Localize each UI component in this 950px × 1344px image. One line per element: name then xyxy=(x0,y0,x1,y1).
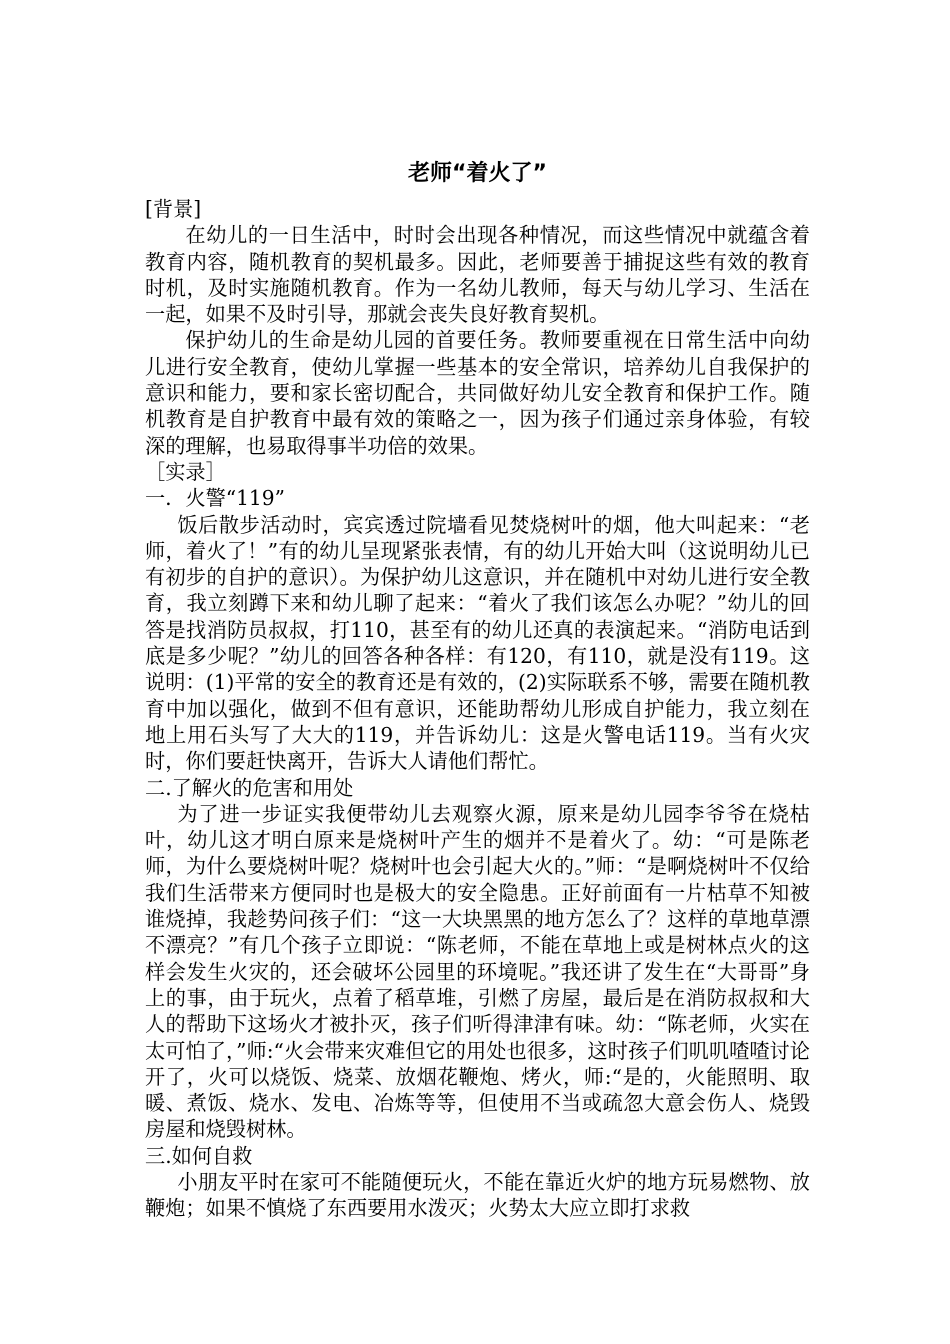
section-heading-fire-hazards: 二.了解火的危害和用处 xyxy=(145,775,354,800)
background-paragraph-2: 保护幼儿的生命是幼儿园的首要任务。教师要重视在日常生活中向幼儿进行安全教育，使幼儿掌握一些基本的安全常识，培养幼儿自我保护的意识和能力，要和家长密切配合，共同做好幼儿安全教育和保护工作。随机教育是自护教育中最有效的策略之一，因为孩子们通过亲身体验，有较深的理解，也易取得事半功倍的效果。 xyxy=(145,328,810,458)
section-heading-fire-alarm: 一．火警“119” xyxy=(145,486,285,511)
record-label: ［实录］ xyxy=(145,459,226,484)
document-page xyxy=(145,152,810,1222)
section-paragraph-fire-hazards: 为了进一步证实我便带幼儿去观察火源，原来是幼儿园李爷爷在烧枯叶，幼儿这才明白原来是烧树叶产生的烟并不是着火了。幼：“可是陈老师，为什么要烧树叶呢？烧树叶也会引起大火的。”师：“是啊烧树叶不仅给我们生活带来方便同时也是极大的安全隐患。正好前面有一片枯草不知被谁烧掉，我趁势问孩子们：“这一大块黑黑的地方怎么了？这样的草地草漂不漂亮？”有几个孩子立即说：“陈老师，不能在草地上或是树林点火的这样会发生火灾的，还会破坏公园里的环境呢。”我还讲了发生在“大哥哥”身上的事，由于玩火，点着了稻草堆，引燃了房屋，最后是在消防叔叔和大人的帮助下这场火才被扑灭，孩子们听得津津有味。幼：“陈老师，火实在太可怕了，”师:“火会带来灾难但它的用处也很多，这时孩子们叽叽喳喳讨论开了，火可以烧饭、烧菜、放烟花鞭炮、烤火，师:“是的，火能照明、取暖、煮饭、烧水、发电、冶炼等等，但使用不当或疏忽大意会伤人、烧毁房屋和烧毁树林。 xyxy=(145,801,810,1142)
section-heading-self-rescue: 三.如何自救 xyxy=(145,1143,253,1168)
background-paragraph-1: 在幼儿的一日生活中，时时会出现各种情况，而这些情况中就蕴含着教育内容，随机教育的契机最多。因此，老师要善于捕捉这些有效的教育时机，及时实施随机教育。作为一名幼儿教师，每天与幼儿学习、生活在一起，如果不及时引导，那就会丧失良好教育契机。 xyxy=(145,223,810,327)
section-paragraph-fire-alarm: 饭后散步活动时，宾宾透过院墙看见焚烧树叶的烟，他大叫起来：“老师，着火了！”有的幼儿呈现紧张表情，有的幼儿开始大叫（这说明幼儿已有初步的自护的意识）。为保护幼儿这意识，并在随机中对幼儿进行安全教育，我立刻蹲下来和幼儿聊了起来：“着火了我们该怎么办呢？”幼儿的回答是找消防员叔叔，打110，甚至有的幼儿还真的表演起来。“消防电话到底是多少呢？”幼儿的回答各种各样：有120，有110，就是没有119。这说明：(1)平常的安全的教育还是有效的，(2)实际联系不够，需要在随机教育中加以强化，做到不但有意识，还能助帮幼儿形成自护能力，我立刻在地上用石头写了大大的119，并告诉幼儿：这是火警电话119。当有火灾时，你们要赶快离开，告诉大人请他们帮忙。 xyxy=(145,512,810,774)
section-paragraph-self-rescue: 小朋友平时在家可不能随便玩火，不能在靠近火炉的地方玩易燃物、放鞭炮；如果不慎烧了东西要用水泼灭；火势太大应立即打求救 xyxy=(145,1169,810,1221)
background-label: [背景] xyxy=(145,197,202,221)
document-title: 老师“着火了” xyxy=(408,161,547,186)
